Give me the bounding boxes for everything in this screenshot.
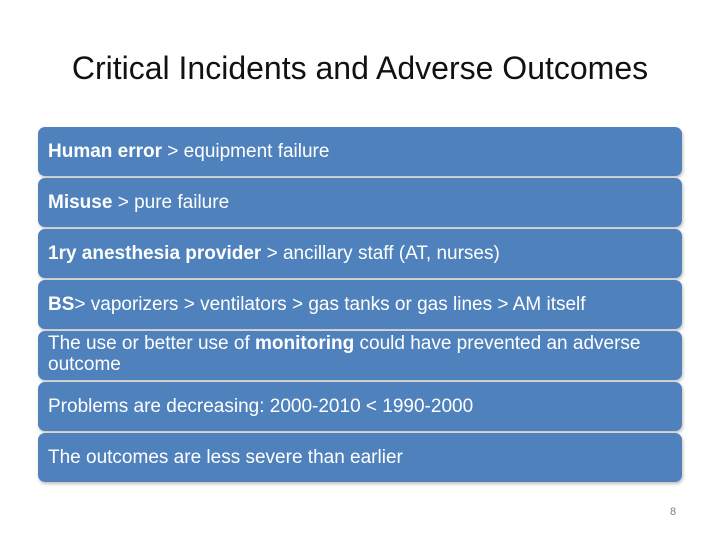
item-text: The outcomes are less severe than earlier — [48, 446, 403, 468]
incident-list — [38, 127, 682, 484]
item-text-tail: could have prevented an adverse outcome — [48, 333, 641, 375]
item-text: > ancillary staff (AT, nurses) — [261, 242, 500, 264]
item-bold-text: BS — [48, 293, 75, 315]
list-item — [38, 331, 682, 380]
item-text: > equipment failure — [162, 140, 330, 162]
item-text: > pure failure — [112, 191, 230, 213]
item-bold-text: Misuse — [48, 191, 113, 213]
list-item — [38, 178, 682, 227]
item-text: > vaporizers > ventilators > gas tanks or gas lines > AM itself — [74, 293, 586, 315]
list-item — [38, 382, 682, 431]
list-item — [38, 433, 682, 482]
item-bold-text: 1ry anesthesia provider — [48, 242, 262, 264]
list-item — [38, 280, 682, 329]
item-bold-text: Human error — [48, 140, 163, 162]
page-number: 8 — [670, 506, 677, 518]
slide-title: Critical Incidents and Adverse Outcomes — [71, 50, 649, 86]
item-bold-text: monitoring — [255, 333, 355, 354]
list-item — [38, 127, 682, 176]
item-text: Problems are decreasing: 2000-2010 < 1990-2000 — [48, 395, 474, 417]
item-text: The use or better use of — [48, 333, 256, 354]
list-item — [38, 229, 682, 278]
